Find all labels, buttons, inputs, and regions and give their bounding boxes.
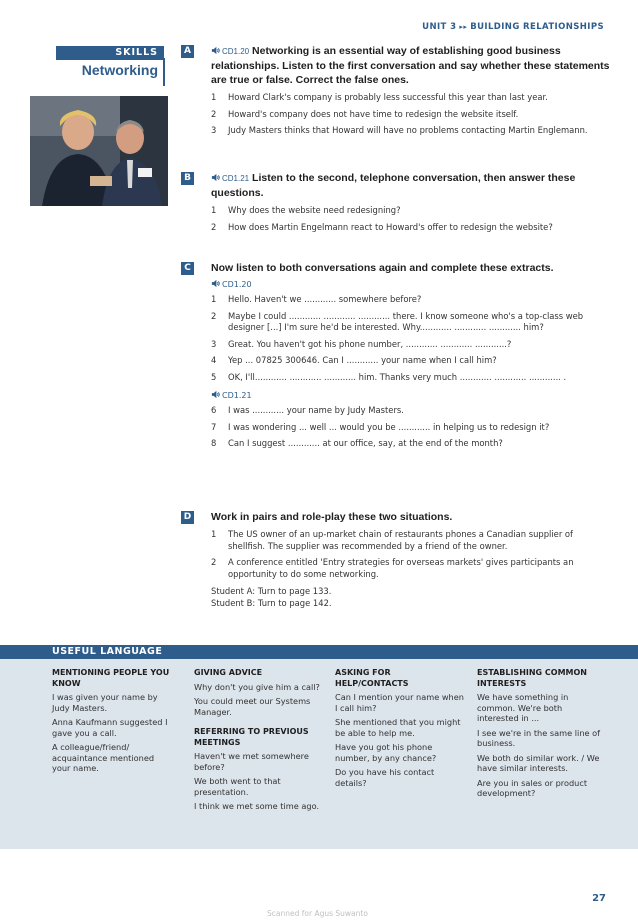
section-b — [211, 171, 611, 233]
list-item: 8 Can I suggest ............ at our office, say, at the end of the month? — [211, 438, 503, 448]
unit-label: UNIT 3 — [422, 22, 457, 32]
list-item: 1 Howard Clark's company is probably less successful this year than last year. — [211, 92, 548, 102]
list-item: 7 I was wondering ... well ... would you be ............ in helping us to redesign it? — [211, 421, 550, 432]
phrase: Haven't we met somewhere before? — [194, 751, 309, 772]
phrase: We have something in common. We're both interested in ... — [477, 692, 569, 723]
phrase: I see we're in the same line of business. — [477, 727, 601, 748]
cd-track: CD1.20 — [222, 280, 252, 289]
phrase: Why don't you give him a call? — [194, 681, 320, 692]
phrase: We both went to that presentation. — [194, 776, 281, 797]
section-c — [211, 261, 611, 450]
skills-heading — [56, 46, 164, 82]
section-a-badge: A — [181, 45, 194, 58]
section-b-badge: B — [181, 172, 194, 185]
phrase: Are you in sales or product development? — [477, 777, 588, 798]
list-item: 1 Hello. Haven't we ............ somewhere before? — [211, 294, 422, 304]
networking-photo — [30, 96, 168, 206]
skills-divider — [163, 58, 165, 86]
student-a-note: Student A: Turn to page 133. — [211, 586, 332, 596]
useful-language-title: USEFUL LANGUAGE — [0, 645, 638, 659]
phrase: Anna Kaufmann suggested I gave you a call. — [52, 717, 168, 738]
phrase: We both do similar work. / We have similar interests. — [477, 752, 600, 773]
cd-track-line — [211, 279, 611, 289]
cd-track: CD1.21 — [222, 391, 252, 400]
list-item: 2 A conference entitled 'Entry strategies for overseas markets' gives participants an opportunity to do some networking. — [211, 557, 574, 579]
column-heading: ESTABLISHING COMMON INTERESTS — [477, 668, 587, 688]
section-d-badge: D — [181, 511, 194, 524]
list-item: 3 Judy Masters thinks that Howard will have no problems contacting Martin Englemann. — [211, 125, 588, 135]
section-d-instruction: Work in pairs and role-play these two situations. — [211, 511, 453, 523]
cd-track-line — [211, 390, 611, 400]
list-item: 5 OK, I'll............ ............ ............ him. Thanks very much ............ ............ ............ . — [211, 371, 567, 382]
list-item: 4 Yep ... 07825 300646. Can I ............ your name when I call him? — [211, 355, 497, 365]
unit-topic: BUILDING RELATIONSHIPS — [470, 22, 604, 32]
section-c-badge: C — [181, 262, 194, 275]
phrase: She mentioned that you might be able to help me. — [335, 717, 461, 738]
section-d — [211, 510, 611, 609]
speaker-icon[interactable] — [211, 46, 220, 55]
list-item: 2 Maybe I could ............ ............ ............ there. I know someone who's a top-class web designer [...] I'm sure he'd be interested. Why............ ............ ............ him? — [211, 310, 584, 332]
speaker-icon[interactable] — [211, 279, 220, 288]
phrase: You could meet our Systems Manager. — [194, 696, 311, 717]
section-a — [211, 44, 611, 137]
phrase: I was given your name by Judy Masters. — [52, 692, 158, 713]
section-c-instruction: Now listen to both conversations again and complete these extracts. — [211, 262, 554, 274]
instruction-text: Listen to the second, telephone conversation, then answer these questions. — [211, 172, 576, 199]
column-heading: ASKING FOR HELP/CONTACTS — [335, 668, 409, 688]
column-heading: REFERRING TO PREVIOUS MEETINGS — [194, 727, 309, 747]
cd-track: CD1.21 — [222, 174, 250, 183]
useful-language-col-1 — [52, 668, 172, 778]
list-item: 6 I was ............ your name by Judy Masters. — [211, 405, 404, 415]
list-item: 2 How does Martin Engelmann react to Howard's offer to redesign the website? — [211, 221, 553, 232]
useful-language-col-4 — [477, 668, 605, 803]
column-heading: GIVING ADVICE — [194, 668, 263, 677]
scan-watermark: Scanned for Agus Suwanto — [267, 909, 368, 918]
phrase: I think we met some time ago. — [194, 801, 320, 811]
column-heading: MENTIONING PEOPLE YOU KNOW — [52, 668, 170, 688]
list-item: 3 Great. You haven't got his phone number, ............ ............ ............? — [211, 338, 512, 349]
skills-title: Networking — [81, 62, 158, 78]
double-arrow-icon: ▸▸ — [459, 23, 468, 31]
cd-track: CD1.20 — [222, 47, 250, 56]
instruction-text: Networking is an essential way of establishing good business relationships. Listen to the first conversation and say whether these statements are true or false. Correct the false ones. — [211, 45, 610, 86]
list-item: 1 The US owner of an up-market chain of restaurants phones a Canadian supplier of shellfish. The supplier was recommended by a friend of the owner. — [211, 529, 574, 551]
phrase: Do you have his contact details? — [335, 767, 435, 788]
phrase: A colleague/friend/ acquaintance mentioned your name. — [52, 742, 155, 773]
student-b-note: Student B: Turn to page 142. — [211, 597, 332, 608]
useful-language-col-2 — [194, 668, 326, 816]
skills-bar: SKILLS — [56, 46, 164, 60]
phrase: Have you got his phone number, by any chance? — [335, 742, 437, 763]
speaker-icon[interactable] — [211, 390, 220, 399]
phrase: Can I mention your name when I call him? — [335, 692, 464, 713]
speaker-icon[interactable] — [211, 173, 220, 182]
page-number: 27 — [592, 893, 606, 904]
list-item: 1 Why does the website need redesigning? — [211, 205, 401, 215]
section-b-instruction — [211, 171, 611, 200]
useful-language-col-3 — [335, 668, 465, 792]
unit-header — [422, 22, 604, 32]
list-item: 2 Howard's company does not have time to redesign the website itself. — [211, 108, 519, 119]
photo-illustration — [30, 96, 168, 206]
section-a-instruction — [211, 44, 611, 87]
